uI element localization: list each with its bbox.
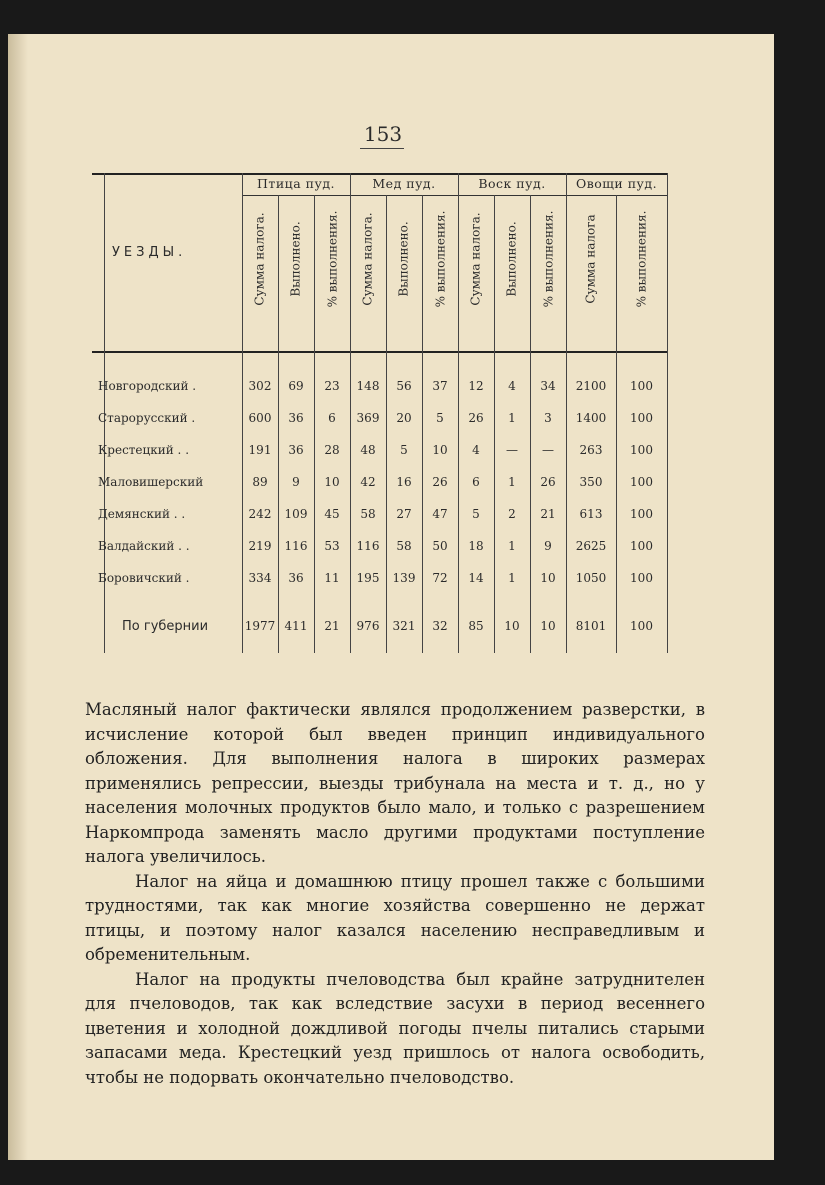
table-row — [92, 443, 667, 465]
column-header-label: Выполнено. — [289, 221, 304, 297]
table-cell: 195 — [356, 571, 380, 585]
table-cell: 100 — [630, 619, 653, 633]
table-cell: 34 — [540, 379, 556, 393]
column-header — [616, 195, 667, 323]
table-cell: 100 — [630, 443, 653, 457]
tax-table — [92, 173, 667, 653]
table-cell: 10 — [504, 619, 520, 633]
district-name: Боровичский . — [98, 571, 190, 585]
table-cell: 18 — [468, 539, 484, 553]
table-row — [92, 475, 667, 497]
table-cell: 26 — [468, 411, 484, 425]
table-cell: 53 — [324, 539, 340, 553]
table-cell: 369 — [356, 411, 380, 425]
table-cell: 116 — [284, 539, 308, 553]
page-number: 153 — [363, 122, 403, 146]
table-cell: 109 — [284, 507, 308, 521]
column-header-label: Выполнено. — [397, 221, 412, 297]
table-cell: 32 — [432, 619, 448, 633]
table-cell: 36 — [288, 571, 304, 585]
district-name: Демянский . . — [98, 507, 186, 521]
table-cell: 21 — [540, 507, 556, 521]
table-cell: 976 — [356, 619, 380, 633]
table-cell: 1977 — [244, 619, 276, 633]
table-cell: 11 — [324, 571, 340, 585]
table-cell: 58 — [396, 539, 412, 553]
table-cell: — — [542, 443, 554, 457]
table-cell: 4 — [508, 379, 516, 393]
table-cell: 14 — [468, 571, 484, 585]
district-name: Новгородский . — [98, 379, 197, 393]
table-cell: 10 — [540, 619, 556, 633]
page-number-rule — [360, 148, 404, 149]
table-cell: — — [506, 443, 518, 457]
column-rule — [566, 173, 567, 653]
table-cell: 1050 — [575, 571, 607, 585]
table-cell: 56 — [396, 379, 412, 393]
column-header — [458, 195, 494, 323]
column-rule — [314, 195, 315, 653]
table-cell: 600 — [248, 411, 272, 425]
district-name: Маловишерский — [98, 475, 204, 489]
table-row — [92, 539, 667, 561]
column-rule — [278, 195, 279, 653]
table-cell: 148 — [356, 379, 380, 393]
table-cell: 16 — [396, 475, 412, 489]
table-cell: 100 — [630, 379, 653, 393]
table-cell: 2100 — [575, 379, 607, 393]
table-cell: 9 — [544, 539, 552, 553]
table-cell: 1400 — [575, 411, 607, 425]
column-rule — [494, 195, 495, 653]
column-rule — [422, 195, 423, 653]
paragraph-eggs-poultry-tax: Налог на яйца и домашнюю птицу прошел также с большими трудностями, так как многие хозяйства совершенно не держат птицы, и поэтому налог казался населению несправедливым и обременительным. — [85, 871, 705, 964]
district-name: По губернии — [122, 619, 209, 634]
table-cell: 9 — [292, 475, 300, 489]
table-cell: 321 — [392, 619, 416, 633]
table-cell: 26 — [432, 475, 448, 489]
column-header-label: Выполнено. — [505, 221, 520, 297]
column-rule — [242, 173, 243, 653]
table-cell: 10 — [324, 475, 340, 489]
table-cell: 5 — [400, 443, 408, 457]
table-cell: 4 — [472, 443, 480, 457]
table-cell: 21 — [324, 619, 340, 633]
table-cell: 42 — [360, 475, 376, 489]
districts-header: УЕЗДЫ. — [112, 245, 187, 260]
table-row — [92, 411, 667, 433]
table-cell: 58 — [360, 507, 376, 521]
table-cell: 242 — [248, 507, 272, 521]
table-cell: 37 — [432, 379, 448, 393]
table-cell: 10 — [540, 571, 556, 585]
table-cell: 263 — [579, 443, 603, 457]
column-header — [350, 195, 386, 323]
column-rule — [350, 173, 351, 653]
column-header-label: Сумма налога. — [469, 212, 484, 306]
table-cell: 28 — [324, 443, 340, 457]
table-cell: 302 — [248, 379, 272, 393]
column-rule — [667, 173, 668, 653]
district-name: Валдайский . . — [98, 539, 190, 553]
table-cell: 139 — [392, 571, 416, 585]
table-cell: 100 — [630, 507, 653, 521]
table-cell: 5 — [472, 507, 480, 521]
table-cell: 116 — [356, 539, 380, 553]
table-cell: 1 — [508, 475, 516, 489]
table-cell: 27 — [396, 507, 412, 521]
table-cell: 219 — [248, 539, 272, 553]
book-page — [8, 34, 774, 1160]
table-cell: 10 — [432, 443, 448, 457]
table-cell: 36 — [288, 411, 304, 425]
column-header-label: % выполнения. — [541, 210, 556, 308]
table-cell: 85 — [468, 619, 484, 633]
table-cell: 100 — [630, 539, 653, 553]
table-cell: 100 — [630, 571, 653, 585]
table-cell: 20 — [396, 411, 412, 425]
table-cell: 45 — [324, 507, 340, 521]
table-cell: 1 — [508, 539, 516, 553]
table-cell: 100 — [630, 411, 653, 425]
table-top-rule — [92, 173, 667, 175]
column-header-label: % выполнения. — [634, 210, 649, 308]
table-cell: 36 — [288, 443, 304, 457]
table-cell: 8101 — [575, 619, 607, 633]
table-cell: 23 — [324, 379, 340, 393]
paragraph-butter-tax: Масляный налог фактически являлся продолжением разверстки, в исчисление которой был введен принцип индивидуального обложения. Для выполнения налога в широких размерах применялись репрессии, выезды трибунала на места и т. д., но у населения молочных продуктов было мало, и только с разрешением Наркомпрода заменять масло другими продуктами поступление налога увеличилось. — [85, 700, 705, 866]
table-cell: 1 — [508, 571, 516, 585]
column-header — [422, 195, 458, 323]
table-cell: 26 — [540, 475, 556, 489]
table-cell: 89 — [252, 475, 268, 489]
column-header — [494, 195, 530, 323]
group-header: Птица пуд. — [257, 176, 335, 191]
column-rule — [530, 195, 531, 653]
column-rule — [386, 195, 387, 653]
column-rule — [458, 173, 459, 653]
table-cell: 3 — [544, 411, 552, 425]
header-bottom-rule — [92, 351, 667, 353]
table-total-row — [92, 619, 667, 641]
column-header — [566, 195, 616, 323]
column-header — [314, 195, 350, 323]
column-header — [242, 195, 278, 323]
table-cell: 47 — [432, 507, 448, 521]
table-cell: 100 — [630, 475, 653, 489]
column-header-label: Сумма налога. — [253, 212, 268, 306]
table-cell: 72 — [432, 571, 448, 585]
table-cell: 2625 — [575, 539, 607, 553]
column-rule — [616, 195, 617, 653]
column-header-label: % выполнения. — [325, 210, 340, 308]
column-header-label: Сумма налога — [584, 214, 599, 304]
table-row — [92, 507, 667, 529]
group-header: Воск пуд. — [478, 176, 546, 191]
table-cell: 6 — [472, 475, 480, 489]
group-header: Мед пуд. — [372, 176, 436, 191]
table-row — [92, 571, 667, 593]
column-header — [278, 195, 314, 323]
table-cell: 613 — [579, 507, 603, 521]
table-cell: 411 — [284, 619, 308, 633]
table-cell: 12 — [468, 379, 484, 393]
paragraph-beekeeping-tax: Налог на продукты пчеловодства был крайне затруднителен для пчеловодов, так как вследствие засухи в период весеннего цветения и холодной дождливой погоды пчелы питались старыми запасами меда. Крестецкий уезд пришлось от налога освободить, чтобы не подорвать окончательно пчеловодство. — [85, 969, 705, 1087]
table-cell: 2 — [508, 507, 516, 521]
table-cell: 5 — [436, 411, 444, 425]
page-spine-shadow — [8, 34, 28, 1160]
table-cell: 1 — [508, 411, 516, 425]
group-header: Овощи пуд. — [575, 176, 658, 191]
table-cell: 69 — [288, 379, 304, 393]
table-cell: 191 — [248, 443, 272, 457]
table-cell: 48 — [360, 443, 376, 457]
table-cell: 50 — [432, 539, 448, 553]
column-header-label: Сумма налога. — [361, 212, 376, 306]
table-cell: 350 — [579, 475, 603, 489]
table-cell: 6 — [328, 411, 336, 425]
table-cell: 334 — [248, 571, 272, 585]
body-text — [85, 698, 705, 1090]
column-header — [386, 195, 422, 323]
column-header — [530, 195, 566, 323]
district-name: Старорусский . — [98, 411, 196, 425]
district-name: Крестецкий . . — [98, 443, 190, 457]
column-header-label: % выполнения. — [433, 210, 448, 308]
table-row — [92, 379, 667, 401]
